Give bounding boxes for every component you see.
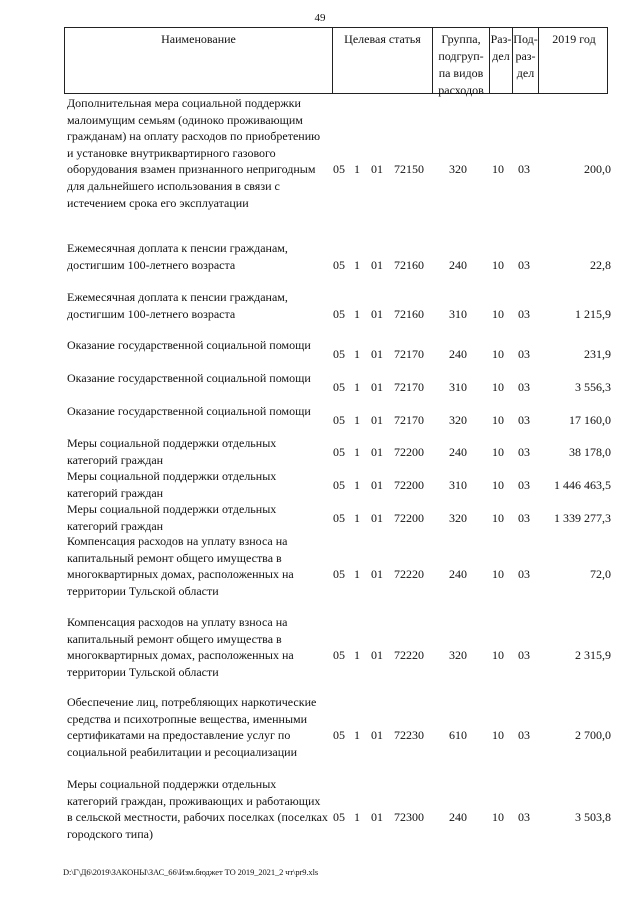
row-name: Ежемесячная доплата к пенсии гражданам, достигшим 100-летнего возраста bbox=[67, 241, 288, 272]
row-target-subprogram: 1 bbox=[354, 258, 360, 272]
row-target-event: 01 bbox=[371, 567, 383, 581]
row-amount: 2 700,0 bbox=[575, 728, 611, 742]
row-name: Компенсация расходов на уплату взноса на капитальный ремонт общего имущества в многоквартирных домах, расположенных на территории Тульской области bbox=[67, 534, 294, 598]
row-amount: 1 215,9 bbox=[575, 307, 611, 321]
row-target-event: 01 bbox=[371, 478, 383, 492]
header-target: Целевая статья bbox=[332, 28, 432, 93]
row-name: Оказание государственной социальной помощи bbox=[67, 404, 311, 418]
table-header bbox=[64, 27, 608, 97]
row-group: 320 bbox=[449, 162, 467, 176]
row-target-direction: 72220 bbox=[394, 648, 424, 662]
row-target-event: 01 bbox=[371, 162, 383, 176]
row-name: Оказание государственной социальной помощи bbox=[67, 371, 311, 385]
row-razdel: 10 bbox=[492, 307, 504, 321]
row-target-direction: 72160 bbox=[394, 258, 424, 272]
row-razdel: 10 bbox=[492, 511, 504, 525]
row-target-program: 05 bbox=[333, 511, 345, 525]
row-name: Обеспечение лиц, потребляющих наркотические средства и психотропные вещества, именными сертификатами на предоставление услуг по социальной реабилитации и ресоциализации bbox=[67, 695, 317, 759]
row-podrazdel: 03 bbox=[518, 445, 530, 459]
row-razdel: 10 bbox=[492, 810, 504, 824]
row-target-program: 05 bbox=[333, 380, 345, 394]
row-podrazdel: 03 bbox=[518, 728, 530, 742]
row-target-event: 01 bbox=[371, 380, 383, 394]
row-target-subprogram: 1 bbox=[354, 307, 360, 321]
row-group: 320 bbox=[449, 413, 467, 427]
header-group-line: па видов bbox=[438, 66, 484, 80]
row-target-direction: 72200 bbox=[394, 478, 424, 492]
row-group: 240 bbox=[449, 258, 467, 272]
header-year: 2019 год bbox=[538, 28, 609, 93]
row-target-event: 01 bbox=[371, 258, 383, 272]
row-amount: 200,0 bbox=[584, 162, 611, 176]
row-podrazdel: 03 bbox=[518, 258, 530, 272]
row-target-subprogram: 1 bbox=[354, 162, 360, 176]
header-razdel-line: дел bbox=[492, 49, 510, 63]
row-name: Дополнительная мера социальной поддержки малоимущим семьям (одиноко проживающим гражданам) на оплату расходов по приобретению и установке внутриквартирного газового оборудования взамен признанного непригодным для дальнейшего использования в связи с истечением срока его эксплуатации bbox=[67, 96, 321, 210]
row-razdel: 10 bbox=[492, 445, 504, 459]
row-target-direction: 72150 bbox=[394, 162, 424, 176]
header-group-line: расходов bbox=[438, 83, 484, 97]
header-razdel bbox=[489, 28, 512, 93]
row-razdel: 10 bbox=[492, 258, 504, 272]
row-podrazdel: 03 bbox=[518, 478, 530, 492]
row-amount: 1 339 277,3 bbox=[554, 511, 611, 525]
row-group: 310 bbox=[449, 307, 467, 321]
row-target-subprogram: 1 bbox=[354, 445, 360, 459]
row-group: 240 bbox=[449, 347, 467, 361]
header-name: Наименование bbox=[161, 32, 236, 46]
header-razdel-line: Раз- bbox=[490, 32, 512, 46]
row-amount: 22,8 bbox=[590, 258, 611, 272]
row-target-event: 01 bbox=[371, 728, 383, 742]
row-target-program: 05 bbox=[333, 728, 345, 742]
row-target-program: 05 bbox=[333, 648, 345, 662]
row-target-subprogram: 1 bbox=[354, 380, 360, 394]
row-name: Меры социальной поддержки отдельных категорий граждан bbox=[67, 502, 277, 533]
row-podrazdel: 03 bbox=[518, 810, 530, 824]
header-group bbox=[432, 28, 489, 97]
row-amount: 3 556,3 bbox=[575, 380, 611, 394]
row-target-program: 05 bbox=[333, 478, 345, 492]
header-podrazdel bbox=[512, 28, 538, 93]
row-target-direction: 72170 bbox=[394, 413, 424, 427]
row-target-event: 01 bbox=[371, 445, 383, 459]
page-number: 49 bbox=[314, 12, 326, 24]
row-razdel: 10 bbox=[492, 347, 504, 361]
row-amount: 38 178,0 bbox=[569, 445, 611, 459]
row-podrazdel: 03 bbox=[518, 162, 530, 176]
row-target-event: 01 bbox=[371, 511, 383, 525]
row-name: Меры социальной поддержки отдельных категорий граждан, проживающих и работающих в сельской местности, рабочих поселках (поселках городского типа) bbox=[67, 777, 328, 841]
row-group: 310 bbox=[449, 478, 467, 492]
row-target-program: 05 bbox=[333, 162, 345, 176]
row-razdel: 10 bbox=[492, 567, 504, 581]
row-group: 240 bbox=[449, 445, 467, 459]
row-podrazdel: 03 bbox=[518, 413, 530, 427]
row-target-event: 01 bbox=[371, 810, 383, 824]
row-group: 310 bbox=[449, 380, 467, 394]
row-target-subprogram: 1 bbox=[354, 511, 360, 525]
row-target-program: 05 bbox=[333, 413, 345, 427]
row-razdel: 10 bbox=[492, 413, 504, 427]
row-target-subprogram: 1 bbox=[354, 648, 360, 662]
row-razdel: 10 bbox=[492, 648, 504, 662]
row-target-event: 01 bbox=[371, 413, 383, 427]
row-group: 320 bbox=[449, 511, 467, 525]
row-target-subprogram: 1 bbox=[354, 413, 360, 427]
row-target-event: 01 bbox=[371, 648, 383, 662]
row-target-direction: 72220 bbox=[394, 567, 424, 581]
row-amount: 17 160,0 bbox=[569, 413, 611, 427]
row-amount: 72,0 bbox=[590, 567, 611, 581]
row-podrazdel: 03 bbox=[518, 567, 530, 581]
row-target-program: 05 bbox=[333, 810, 345, 824]
row-group: 240 bbox=[449, 810, 467, 824]
row-target-subprogram: 1 bbox=[354, 567, 360, 581]
row-target-event: 01 bbox=[371, 347, 383, 361]
row-target-direction: 72300 bbox=[394, 810, 424, 824]
row-podrazdel: 03 bbox=[518, 347, 530, 361]
row-podrazdel: 03 bbox=[518, 511, 530, 525]
row-razdel: 10 bbox=[492, 728, 504, 742]
row-name: Ежемесячная доплата к пенсии гражданам, достигшим 100-летнего возраста bbox=[67, 290, 288, 321]
row-target-direction: 72200 bbox=[394, 511, 424, 525]
row-podrazdel: 03 bbox=[518, 380, 530, 394]
row-target-subprogram: 1 bbox=[354, 347, 360, 361]
header-podrazdel-line: Под- bbox=[513, 32, 538, 46]
header-podrazdel-line: дел bbox=[516, 66, 535, 80]
row-name: Оказание государственной социальной помощи bbox=[67, 338, 311, 352]
row-podrazdel: 03 bbox=[518, 648, 530, 662]
row-razdel: 10 bbox=[492, 380, 504, 394]
row-target-direction: 72200 bbox=[394, 445, 424, 459]
row-name: Меры социальной поддержки отдельных категорий граждан bbox=[67, 469, 277, 500]
row-target-program: 05 bbox=[333, 258, 345, 272]
header-group-line: подгруп- bbox=[438, 49, 484, 63]
row-target-subprogram: 1 bbox=[354, 728, 360, 742]
row-target-program: 05 bbox=[333, 307, 345, 321]
row-name: Компенсация расходов на уплату взноса на капитальный ремонт общего имущества в многоквартирных домах, расположенных на территории Тульской области bbox=[67, 615, 294, 679]
row-podrazdel: 03 bbox=[518, 307, 530, 321]
header-podrazdel-line: раз- bbox=[515, 49, 536, 63]
row-target-direction: 72230 bbox=[394, 728, 424, 742]
row-razdel: 10 bbox=[492, 162, 504, 176]
row-target-event: 01 bbox=[371, 307, 383, 321]
header-group-line: Группа, bbox=[441, 32, 481, 46]
footer-file-path: D:\Г\Д6\2019\ЗАКОНЫ\ЗАС_66\Изм.бюджет ТО 2019_2021_2 чт\pr9.xls bbox=[63, 867, 319, 877]
row-target-direction: 72170 bbox=[394, 347, 424, 361]
row-razdel: 10 bbox=[492, 478, 504, 492]
row-group: 610 bbox=[449, 728, 467, 742]
row-target-program: 05 bbox=[333, 347, 345, 361]
row-amount: 231,9 bbox=[584, 347, 611, 361]
row-target-subprogram: 1 bbox=[354, 478, 360, 492]
row-amount: 3 503,8 bbox=[575, 810, 611, 824]
row-target-subprogram: 1 bbox=[354, 810, 360, 824]
row-target-direction: 72160 bbox=[394, 307, 424, 321]
row-group: 320 bbox=[449, 648, 467, 662]
row-target-program: 05 bbox=[333, 567, 345, 581]
row-group: 240 bbox=[449, 567, 467, 581]
row-amount: 2 315,9 bbox=[575, 648, 611, 662]
row-target-program: 05 bbox=[333, 445, 345, 459]
row-name: Меры социальной поддержки отдельных категорий граждан bbox=[67, 436, 277, 467]
row-target-direction: 72170 bbox=[394, 380, 424, 394]
row-amount: 1 446 463,5 bbox=[554, 478, 611, 492]
